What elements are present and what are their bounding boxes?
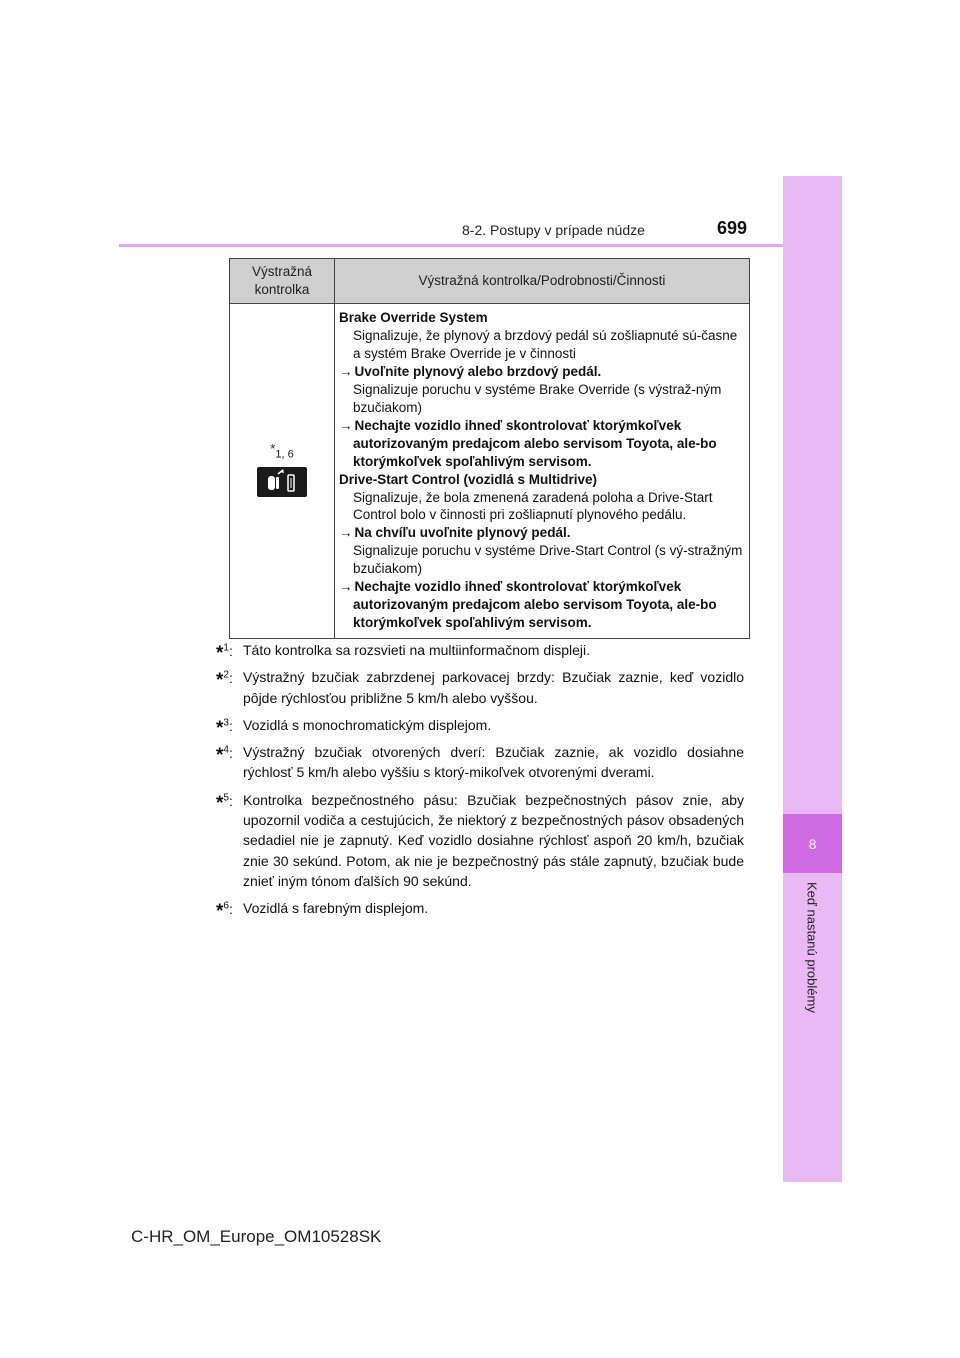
description-action-text: Nechajte vozidlo ihneď skontrolovať ktorýmkoľvek autorizovaným predajcom alebo servisom Toyota, ale-bo ktorýmkoľvek spoľahlivým servisom. — [353, 579, 717, 631]
chapter-number: 8 — [808, 835, 817, 852]
footnote-number: 4 — [223, 744, 229, 756]
asterisk-icon: * — [216, 792, 224, 814]
description-action — [339, 363, 745, 381]
footnote-text: Výstražný bzučiak zabrzdenej parkovacej brzdy: Bzučiak zaznie, keď vozidlo pôjde rýchlosťou približne 5 km/h alebo vyššou. — [243, 669, 744, 706]
section-title: 8-2. Postupy v prípade núdze — [462, 222, 645, 238]
asterisk-icon: * — [216, 643, 224, 664]
description-action-text: Na chvíľu uvoľnite plynový pedál. — [354, 525, 571, 541]
page-number: 699 — [717, 218, 748, 238]
footnote-number: 1 — [223, 642, 229, 654]
footnote-item — [216, 898, 744, 923]
footnote-text: Vozidlá s farebným displejom. — [243, 900, 429, 917]
footnote-text: Táto kontrolka sa rozsvieti na multiinformačnom displeji. — [243, 642, 591, 658]
footnote-marker: *$^5$: — [216, 792, 233, 814]
document-id: C-HR_OM_Europe_OM10528SK — [131, 1227, 382, 1246]
warning-icon-cell — [230, 304, 335, 639]
description-text: Signalizuje poruchu v systéme Brake Override (s výstraž-ným bzučiakom) — [353, 381, 722, 415]
description-text: Signalizuje, že bola zmenená zaradená poloha a Drive-Start Control bolo v činnosti pri zošliapnutí plynového pedálu. — [353, 489, 713, 523]
footnote-marker: *$^6$: — [216, 900, 233, 923]
description-text: Signalizuje poruchu v systéme Drive-Start Control (s vý-stražným bzučiakom) — [353, 543, 743, 577]
arrow-right-icon: → — [339, 579, 353, 595]
col-header-warning-light: Výstražná kontrolka — [230, 259, 335, 304]
asterisk-icon: * — [216, 670, 224, 692]
footnote-number: 3 — [223, 717, 229, 729]
description-action — [339, 578, 745, 632]
footnote-text: Výstražný bzučiak otvorených dverí: Bzučiak zaznie, ak vozidlo dosiahne rýchlosť 5 km/h alebo vyššiu s ktorý-mikoľvek otvorenými dverami. — [243, 744, 744, 781]
footnote-text: Vozidlá s monochromatickým displejom. — [243, 716, 492, 733]
description-action-text: Uvoľnite plynový alebo brzdový pedál. — [354, 363, 602, 379]
footnote-item — [216, 715, 744, 739]
footnote-marker: *$^2$: — [216, 669, 233, 692]
brake-override-warning-icon — [257, 467, 307, 497]
arrow-right-icon: → — [339, 417, 353, 433]
description-heading: Drive-Start Control (vozidlá s Multidrive) — [339, 471, 598, 487]
col-header-details: Výstražná kontrolka/Podrobnosti/Činnosti — [335, 259, 750, 304]
description-action — [339, 417, 745, 471]
footnote-number: 2 — [223, 669, 229, 681]
footnote-number: 6 — [223, 900, 229, 912]
footnote-text: Kontrolka bezpečnostného pásu: Bzučiak bezpečnostných pásov znie, aby upozornil vodiča a cestujúcich, že niektorý z bezpečnostných pásov obsadených sedadiel nie je zapnutý. Keď vozidlo dosiahne rýchlosť aspoň 20 km/h, bzučiak znie 30 sekúnd. Potom, ak nie je bezpečnostný pás stále zapnutý, bzučiak bude znieť iným tónom ďalších 90 sekúnd. — [243, 791, 744, 889]
footnotes — [216, 640, 744, 926]
table-row — [230, 304, 750, 639]
warning-light-table — [229, 258, 750, 639]
description-action — [339, 524, 745, 542]
footnote-item — [216, 790, 744, 891]
footnote-marker: *$^4$: — [216, 744, 233, 767]
note-reference-numbers: 1, 6 — [275, 449, 294, 462]
asterisk-icon: * — [216, 901, 224, 923]
asterisk-icon: * — [216, 745, 224, 767]
footnote-marker: *$^3$: — [216, 717, 233, 739]
arrow-right-icon: → — [339, 363, 353, 379]
table-header-row — [230, 259, 750, 304]
warning-description-cell — [335, 304, 750, 639]
footnote-item — [216, 667, 744, 708]
chapter-number-tab — [783, 814, 842, 873]
arrow-right-icon: → — [339, 525, 353, 541]
description-action-text: Nechajte vozidlo ihneď skontrolovať ktorýmkoľvek autorizovaným predajcom alebo servisom Toyota, ale-bo ktorýmkoľvek spoľahlivým servisom. — [353, 417, 717, 469]
footnote-number: 5 — [223, 792, 229, 804]
asterisk-icon: * — [216, 717, 224, 739]
footnote-item — [216, 742, 744, 783]
description-text: Signalizuje, že plynový a brzdový pedál sú zošliapnuté sú-časne a systém Brake Override je v činnosti — [353, 327, 738, 361]
header-divider — [119, 244, 783, 247]
description-heading: Brake Override System — [339, 310, 488, 325]
chapter-title-vertical: Keď nastanú problémy — [804, 882, 820, 1013]
footnote-marker: *$^1$: — [216, 642, 233, 664]
note-reference: *1, 6 — [270, 441, 294, 462]
footnote-item — [216, 640, 744, 664]
